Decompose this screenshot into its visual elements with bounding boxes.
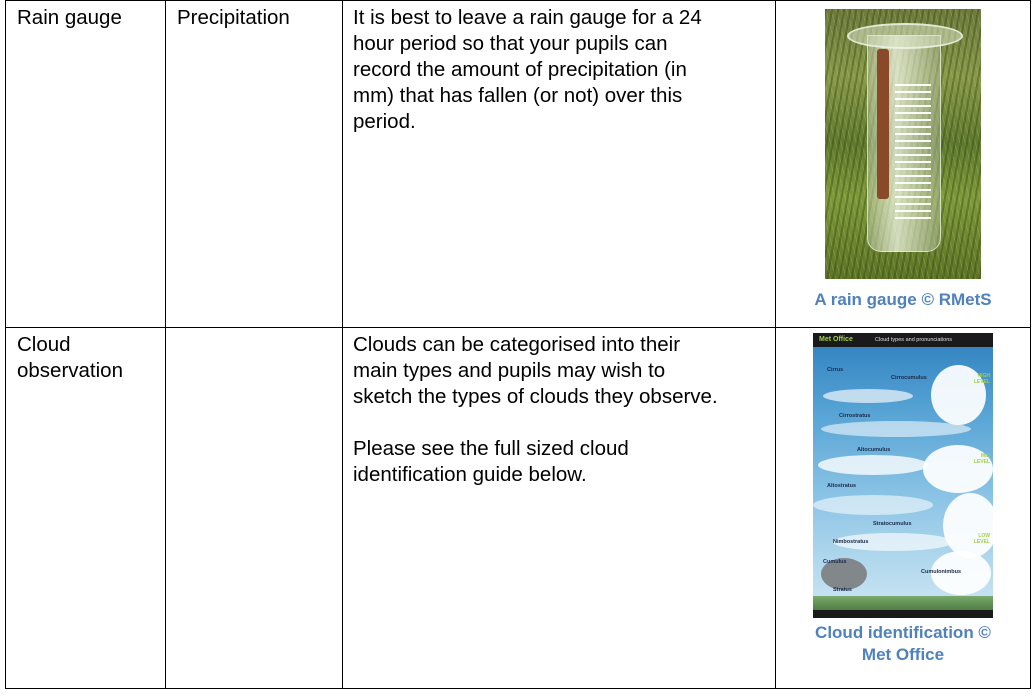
- poster-level: MID LEVEL: [973, 453, 990, 465]
- description-text: Clouds can be categorised into their main types and pupils may wish to sketch the types of clouds they observe. Please see the full sized cloud identification guide below.: [353, 333, 718, 486]
- instrument-cell: [6, 1, 166, 328]
- poster-label: Cirrocumulus: [891, 375, 927, 381]
- measures-cell: [166, 1, 343, 328]
- image-cell: [776, 328, 1031, 689]
- cloud-guide-caption: Cloud identification © Met Office: [815, 623, 991, 664]
- poster-label: Cirrostratus: [839, 413, 871, 419]
- table-row: [6, 328, 1031, 689]
- poster-level: HIGH LEVEL: [973, 373, 990, 385]
- poster-label: Cirrus: [827, 367, 844, 373]
- met-office-logo: Met Office: [819, 336, 853, 343]
- measures-text: [166, 328, 342, 332]
- poster-label: Altostratus: [827, 483, 857, 489]
- description-cell: [343, 1, 776, 328]
- rain-gauge-photo: [825, 9, 981, 279]
- cloud-identification-poster: [813, 333, 993, 618]
- instrument-name: Rain gauge: [17, 6, 122, 29]
- poster-label: Altocumulus: [857, 447, 891, 453]
- image-cell: [776, 1, 1031, 328]
- measures-text: Precipitation: [177, 6, 290, 29]
- poster-label: Stratocumulus: [873, 521, 912, 527]
- observation-table: [5, 0, 1031, 689]
- measures-cell: [166, 328, 343, 689]
- poster-label: Cumulus: [823, 559, 847, 565]
- description-cell: [343, 328, 776, 689]
- table-row: [6, 1, 1031, 328]
- poster-label: Stratus: [833, 587, 852, 593]
- description-text: It is best to leave a rain gauge for a 24 hour period so that your pupils can record the amount of precipitation (in mm) that has fallen (or not) over this period.: [353, 6, 702, 133]
- poster-level: LOW LEVEL: [973, 533, 990, 545]
- poster-label: Nimbostratus: [833, 539, 869, 545]
- rain-gauge-caption: A rain gauge © RMetS: [814, 290, 992, 309]
- poster-label: Cumulonimbus: [921, 569, 962, 575]
- instrument-cell: [6, 328, 166, 689]
- instrument-name: Cloud observation: [17, 333, 123, 382]
- poster-heading: Cloud types and pronunciations: [875, 337, 953, 343]
